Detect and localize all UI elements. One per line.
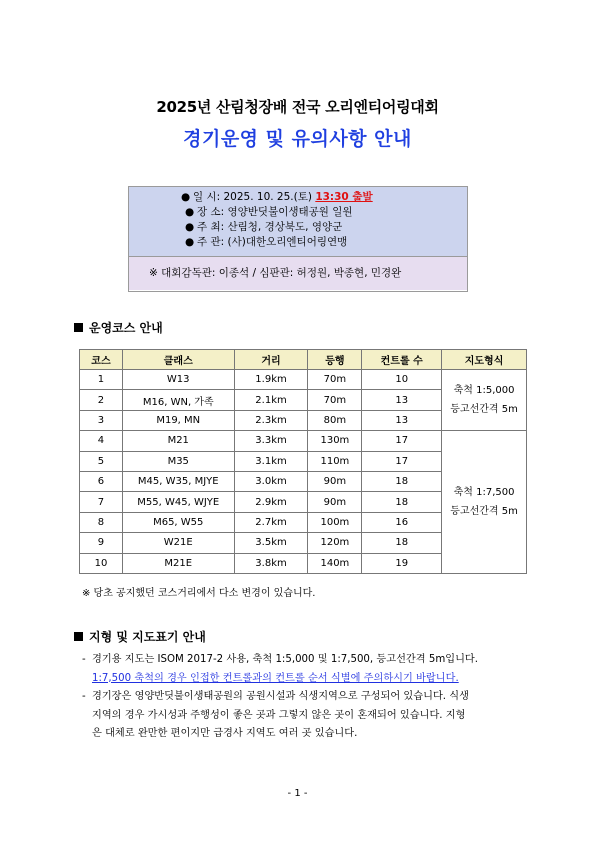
- column-header: 컨트롤 수: [362, 350, 442, 370]
- cell-class: W13: [122, 370, 234, 390]
- cell-class: M16, WN, 가족: [122, 390, 234, 410]
- cell-class: M65, W55: [122, 512, 234, 532]
- cell-distance: 2.9km: [234, 492, 308, 512]
- column-header: 거리: [234, 350, 308, 370]
- map-info-text: 경기용 지도는 ISOM 2017-2 사용, 축척 1:5,000 및 1:7,500, 등고선간격 5m입니다.: [92, 654, 479, 665]
- table-row: [80, 431, 527, 451]
- cell-climb: 90m: [308, 471, 362, 491]
- square-bullet-icon: [74, 632, 83, 641]
- cell-distance: 2.1km: [234, 390, 308, 410]
- cell-climb: 70m: [308, 370, 362, 390]
- cell-distance: 3.3km: [234, 431, 308, 451]
- course-section-heading: [74, 319, 163, 336]
- event-date: [181, 190, 467, 205]
- column-header: 클래스: [122, 350, 234, 370]
- bullet-icon: ●: [185, 236, 195, 248]
- organizer-text: 주 관: (사)대한오리엔티어링연맹: [197, 236, 348, 248]
- cell-distance: 3.1km: [234, 451, 308, 471]
- cell-climb: 80m: [308, 410, 362, 430]
- map-scale-a: 축척 1:5,000: [453, 385, 515, 397]
- terrain-info-paragraph: [82, 688, 530, 744]
- cell-class: M55, W45, WJYE: [122, 492, 234, 512]
- cell-climb: 100m: [308, 512, 362, 532]
- table-header-row: [80, 350, 527, 370]
- cell-controls: 13: [362, 390, 442, 410]
- cell-climb: 110m: [308, 451, 362, 471]
- cell-course: 8: [80, 512, 123, 532]
- date-label: 일 시: 2025. 10. 25.(토): [193, 191, 312, 203]
- cell-climb: 70m: [308, 390, 362, 410]
- cell-controls: 19: [362, 553, 442, 573]
- title-line1: 2025년 산림청장배 전국 오리엔티어링대회: [156, 98, 439, 116]
- event-info-details: [129, 187, 467, 257]
- dash-marker: -: [82, 654, 86, 665]
- cell-controls: 13: [362, 410, 442, 430]
- cell-course: 1: [80, 370, 123, 390]
- cell-controls: 18: [362, 533, 442, 553]
- course-heading-text: 운영코스 안내: [89, 321, 163, 335]
- event-place: [181, 205, 467, 220]
- terrain-section-heading: [74, 628, 206, 645]
- cell-distance: 3.0km: [234, 471, 308, 491]
- cell-course: 3: [80, 410, 123, 430]
- cell-climb: 90m: [308, 492, 362, 512]
- cell-course: 10: [80, 553, 123, 573]
- event-organizer: [181, 235, 467, 250]
- cell-controls: 18: [362, 471, 442, 491]
- terrain-heading-text: 지형 및 지도표기 안내: [89, 630, 206, 644]
- cell-controls: 17: [362, 451, 442, 471]
- column-header: 지도형식: [442, 350, 527, 370]
- square-bullet-icon: [74, 323, 83, 332]
- cell-class: W21E: [122, 533, 234, 553]
- map-info-paragraph: [82, 651, 530, 688]
- terrain-text-line: 경기장은 영양반딧불이생태공원의 공원시설과 식생지역으로 구성되어 있습니다. 식생: [92, 691, 469, 702]
- bullet-icon: ●: [185, 221, 195, 233]
- map-contour-a: 등고선간격 5m: [450, 404, 518, 416]
- terrain-text-line: 은 대체로 완만한 편이지만 급경사 지역도 여러 곳 있습니다.: [92, 728, 358, 739]
- table-row: [80, 370, 527, 390]
- cell-distance: 1.9km: [234, 370, 308, 390]
- column-header: 코스: [80, 350, 123, 370]
- terrain-text-line: 지역의 경우 가시성과 주행성이 좋은 곳과 그렇지 않은 곳이 혼재되어 있습니다. 지형: [92, 709, 466, 721]
- cell-class: M21E: [122, 553, 234, 573]
- map-scale-b: 축척 1:7,500: [453, 487, 515, 499]
- dash-marker: -: [82, 691, 86, 702]
- cell-course: 6: [80, 471, 123, 491]
- cell-controls: 16: [362, 512, 442, 532]
- cell-controls: 17: [362, 431, 442, 451]
- cell-distance: 3.5km: [234, 533, 308, 553]
- cell-course: 7: [80, 492, 123, 512]
- cell-controls: 10: [362, 370, 442, 390]
- bullet-icon: ●: [181, 191, 191, 203]
- cell-course: 4: [80, 431, 123, 451]
- map-contour-b: 등고선간격 5m: [450, 506, 518, 518]
- course-table: [79, 349, 527, 574]
- cell-course: 5: [80, 451, 123, 471]
- cell-class: M21: [122, 431, 234, 451]
- column-header: 등행: [308, 350, 362, 370]
- cell-distance: 2.7km: [234, 512, 308, 532]
- cell-distance: 3.8km: [234, 553, 308, 573]
- course-note: ※ 당초 공지했던 코스거리에서 다소 변경이 있습니다.: [82, 588, 316, 599]
- cell-course: 9: [80, 533, 123, 553]
- cell-climb: 140m: [308, 553, 362, 573]
- cell-distance: 2.3km: [234, 410, 308, 430]
- cell-class: M35: [122, 451, 234, 471]
- page-number: - 1 -: [287, 788, 308, 799]
- cell-class: M19, MN: [122, 410, 234, 430]
- cell-course: 2: [80, 390, 123, 410]
- cell-climb: 120m: [308, 533, 362, 553]
- scale-warning-text: 1:7,500 축척의 경우 인접한 컨트롤과의 컨트롤 순서 식별에 주의하시기 바랍니다.: [92, 672, 459, 684]
- cell-map-format-b: [442, 431, 527, 574]
- event-info-box: [128, 186, 468, 292]
- cell-map-format-a: [442, 370, 527, 431]
- start-time: 13:30 출발: [315, 191, 373, 203]
- cell-controls: 18: [362, 492, 442, 512]
- cell-climb: 130m: [308, 431, 362, 451]
- bullet-icon: ●: [185, 206, 195, 218]
- document-title: 경기운영 및 유의사항 안내: [183, 128, 412, 150]
- host-text: 주 최: 산림청, 경상북도, 영양군: [197, 221, 343, 233]
- officials-text: ※ 대회감독관: 이종석 / 심판관: 허정원, 박종현, 민경완: [129, 257, 467, 290]
- cell-class: M45, W35, MJYE: [122, 471, 234, 491]
- place-text: 장 소: 영양반딧불이생태공원 일원: [197, 206, 353, 218]
- event-host: [181, 220, 467, 235]
